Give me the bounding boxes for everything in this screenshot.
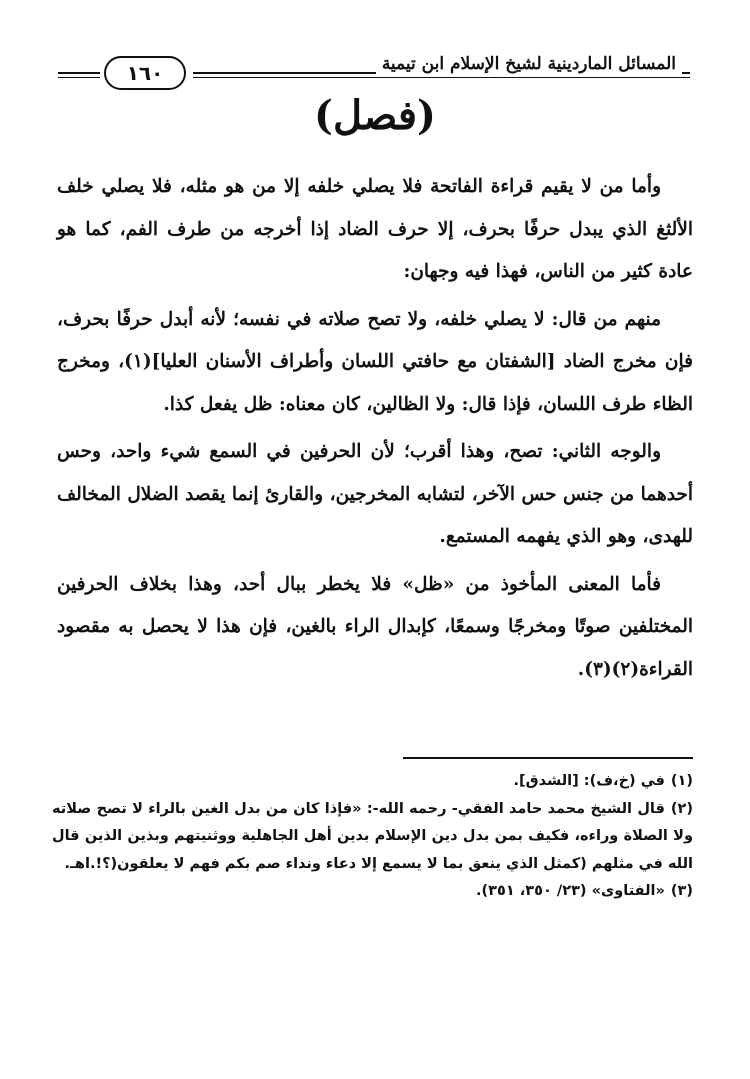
footnote bbox=[52, 768, 693, 796]
paragraph: والوجه الثاني: تصح، وهذا أقرب؛ لأن الحرفين في السمع شيء واحد، وحس أحدهما من جنس حس الآخر، لتشابه المخرجين، والقارئ إنما يقصد الضلال المخالف للهدى، وهو الذي يفهمه المستمع. bbox=[57, 441, 693, 547]
footnote-text: في (خ،ف): [الشدق]. bbox=[513, 773, 665, 789]
footnote-text: قال الشيخ محمد حامد الفقي- رحمه الله-: «فإذا كان من بدل الغين بالراء لا تصح صلاته ولا الصلاة وراءه، فكيف بمن بدل دين الإسلام بدين أهل الجاهلية ووثنيتهم وبذين الذين قال الله في مثلهم (كمثل الذي ينعق بما لا يسمع إلا دعاء ونداء صم بكم فهم لا يعلقون(؟!.اهـ. bbox=[52, 800, 693, 872]
footnote-separator bbox=[403, 757, 693, 759]
running-header bbox=[58, 52, 690, 96]
footnote-mark: (٢) bbox=[670, 800, 693, 817]
footnotes bbox=[52, 768, 693, 906]
page-number: ١٦٠ bbox=[104, 56, 186, 90]
section-heading: (فصل) bbox=[314, 92, 436, 139]
footnote-mark: (١) bbox=[670, 773, 693, 789]
footnote-mark: (٣) bbox=[670, 883, 693, 899]
footnote bbox=[52, 796, 693, 879]
footnote-text: «الفتاوى» (٢٣/ ٣٥٠، ٣٥١). bbox=[476, 883, 665, 899]
header-rule-left bbox=[58, 72, 100, 78]
body-text bbox=[57, 166, 693, 691]
book-title: المسائل الماردينية لشيخ الإسلام ابن تيمية bbox=[376, 54, 682, 74]
paragraph: منهم من قال: لا يصلي خلفه، ولا تصح صلاته في نفسه؛ لأنه أبدل حرفًا بحرف، فإن مخرج الضاد [الشفتان مع حافتي اللسان وأطراف الأسنان العليا](١)، ومخرج الظاء طرف اللسان، فإذا قال: ولا الظالين، كان معناه: ظل يفعل كذا. bbox=[57, 308, 693, 415]
paragraph: فأما المعنى المأخوذ من «ظل» فلا يخطر ببال أحد، وهذا بخلاف الحرفين المختلفين صوتًا ومخرجًا وسمعًا، كإبدال الراء بالغين، فإن هذا لا يحصل به مقصود القراءة(٢)(٣). bbox=[57, 573, 693, 680]
paragraph: وأما من لا يقيم قراءة الفاتحة فلا يصلي خلفه إلا من هو مثله، فلا يصلي خلف الألثغ الذي يبدل حرفًا بحرف، إلا حرف الضاد إذا أخرجه من طرف الفم، كما هو عادة كثير من الناس، فهذا فيه وجهان: bbox=[57, 176, 693, 282]
footnote bbox=[52, 878, 693, 906]
